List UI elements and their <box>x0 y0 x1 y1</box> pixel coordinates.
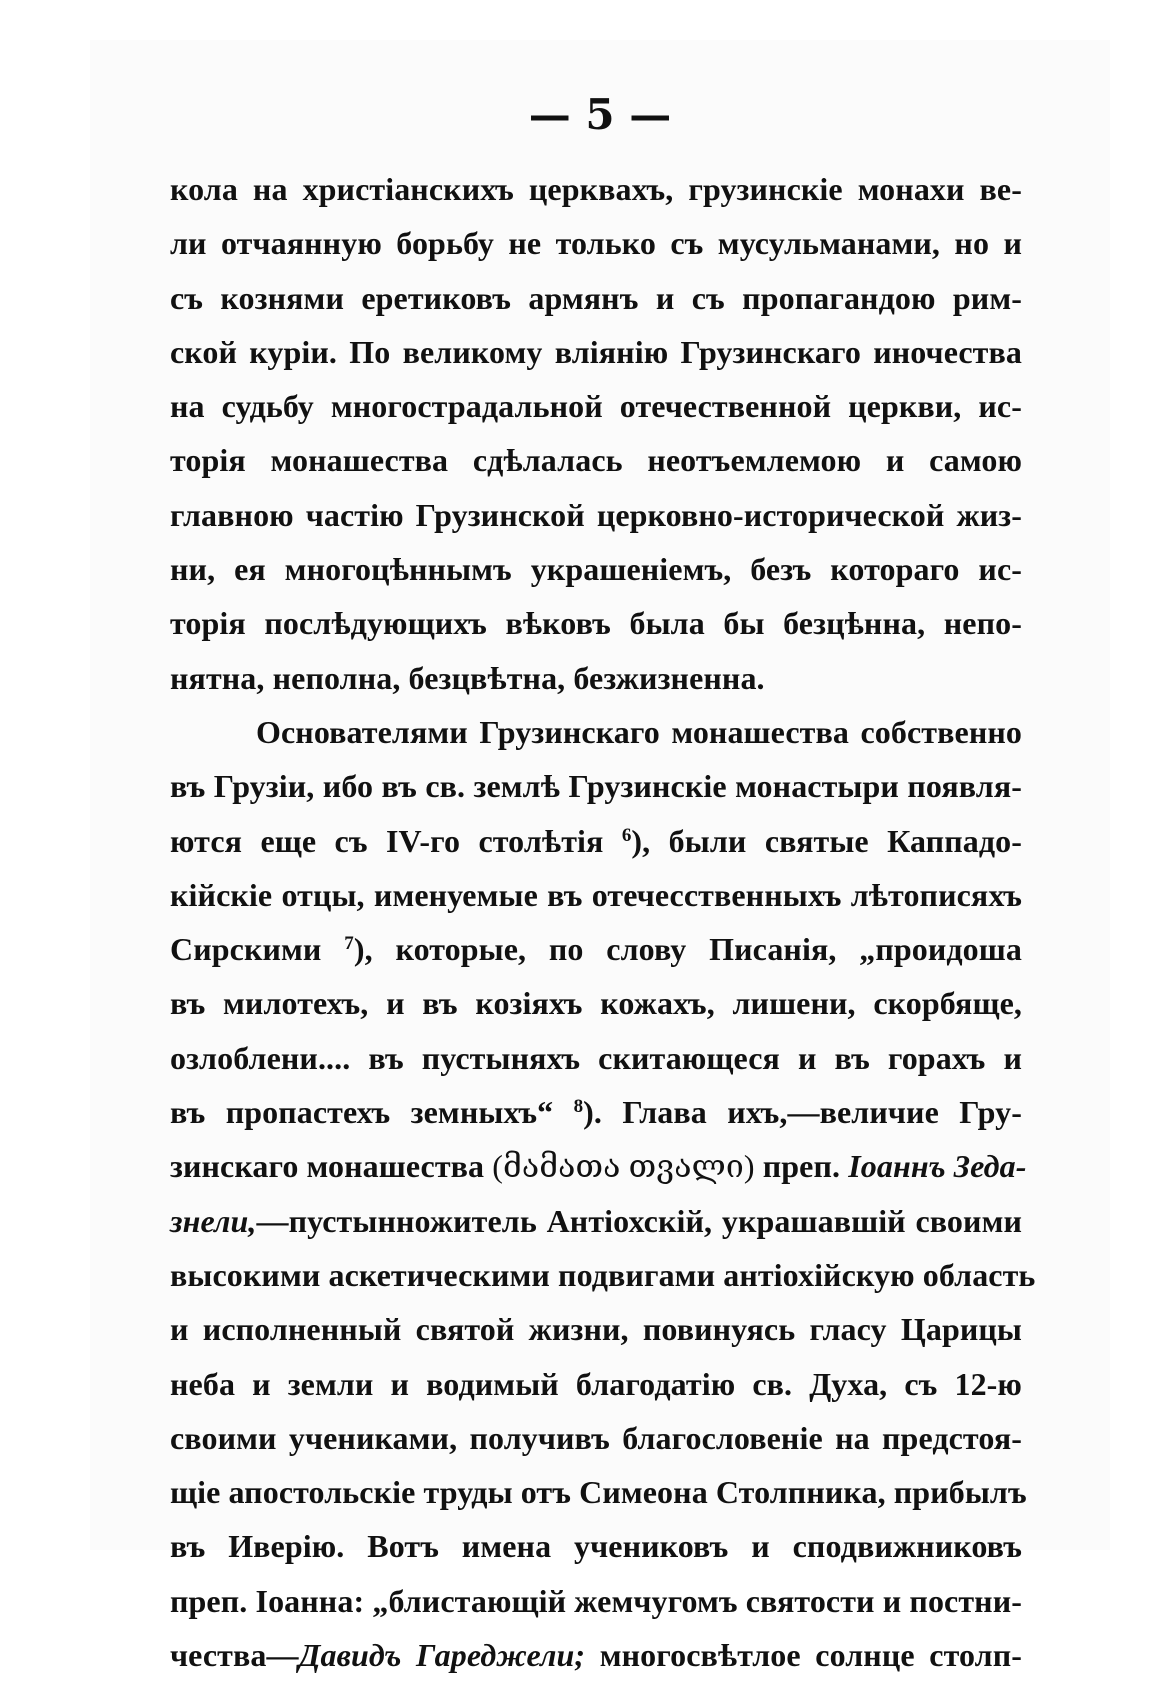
text-line: щіе апостольскіе труды отъ Симеона Столпника, прибылъ <box>170 1474 1027 1511</box>
text-line: ли отчаянную борьбу не только съ мусульманами, но и <box>170 225 1022 262</box>
text-segment: многосвѣтлое солнце столп- <box>599 1637 1022 1674</box>
text-line: озлоблени.... въ пустыняхъ скитающеся и въ горахъ и <box>170 1039 1022 1076</box>
footnote-ref: 8 <box>573 1096 584 1118</box>
georgian-text: (მამათა თვალი) <box>492 1148 755 1185</box>
text-line: Основателями Грузинскаго монашества собственно <box>256 713 1022 750</box>
text-line: на судьбу многострадальной отечественной церкви, ис- <box>170 388 1022 425</box>
footnote-ref: 6 <box>621 824 632 846</box>
text-segment: ). Глава ихъ,—величие Гру- <box>583 1094 1023 1131</box>
text-line <box>170 922 1022 976</box>
text-line: ской куріи. По великому вліянію Грузинскаго иночества <box>170 333 1022 370</box>
text-line: неба и земли и водимый благодатію св. Духа, съ 12-ю <box>170 1365 1022 1402</box>
text-line: ни, ея многоцѣннымъ украшеніемъ, безъ котораго ис- <box>170 551 1022 588</box>
text-segment: —пустынножитель Антіохскій, украшавшій своими <box>256 1202 1022 1239</box>
book-page <box>90 40 1110 1674</box>
text-line: своими учениками, получивъ благословеніе на предстоя- <box>170 1419 1022 1456</box>
text-line: главною частію Грузинской церковно-исторической жиз- <box>170 496 1022 533</box>
text-line: въ Иверію. Вотъ имена учениковъ и сподвижниковъ <box>170 1528 1022 1565</box>
text-segment: въ пропастехъ земныхъ“ <box>170 1094 554 1131</box>
footnote-ref: 7 <box>344 933 354 955</box>
text-line <box>170 1085 1022 1139</box>
italic-name: Давидъ Гареджели; <box>298 1637 586 1674</box>
italic-name: Іоаннъ Зеда- <box>848 1148 1027 1185</box>
paragraph-1 <box>170 162 1022 705</box>
text-line <box>170 814 1022 868</box>
text-line: преп. Іоанна: „блистающій жемчугомъ святости и постни- <box>170 1582 1022 1619</box>
italic-name: знели, <box>170 1202 257 1239</box>
text-segment: преп. <box>762 1148 841 1185</box>
text-line: кола на христіанскихъ церквахъ, грузинскіе монахи ве- <box>170 171 1022 207</box>
text-line: въ Грузіи, ибо въ св. землѣ Грузинскіе монастыри появля- <box>170 768 1022 805</box>
text-line: кійскіе отцы, именуемые въ отечесственныхъ лѣтописяхъ <box>170 876 1022 913</box>
text-line <box>170 1139 1027 1193</box>
text-segment: чества— <box>170 1637 299 1674</box>
text-line <box>170 1628 1022 1682</box>
text-line: торія монашества сдѣлалась неотъемлемою и самою <box>170 442 1022 479</box>
text-line: торія послѣдующихъ вѣковъ была бы безцѣнна, непо- <box>170 605 1022 642</box>
text-line: высокими аскетическими подвигами антіохійскую область <box>170 1256 1036 1293</box>
page-text <box>170 162 1036 1682</box>
text-line: съ кознями еретиковъ армянъ и съ пропагандою рим- <box>170 279 1022 316</box>
text-segment: Сирскими <box>170 931 322 968</box>
page-number: — 5 — <box>528 90 672 139</box>
text-segment: зинскаго монашества <box>170 1148 485 1185</box>
text-segment: ), были святые Каппадо- <box>631 822 1022 859</box>
text-line: и исполненный святой жизни, повинуясь гласу Царицы <box>170 1311 1022 1348</box>
text-segment: ), которые, по слову Писанія, „проидоша <box>353 931 1022 968</box>
text-line <box>170 1194 1022 1248</box>
text-segment: ются еще съ IV-го столѣтія <box>170 822 604 859</box>
text-line: въ милотехъ, и въ козіяхъ кожахъ, лишени, скорбяще, <box>170 985 1022 1022</box>
text-line: нятна, неполна, безцвѣтна, безжизненна. <box>170 659 765 696</box>
paragraph-2 <box>170 705 1036 1682</box>
